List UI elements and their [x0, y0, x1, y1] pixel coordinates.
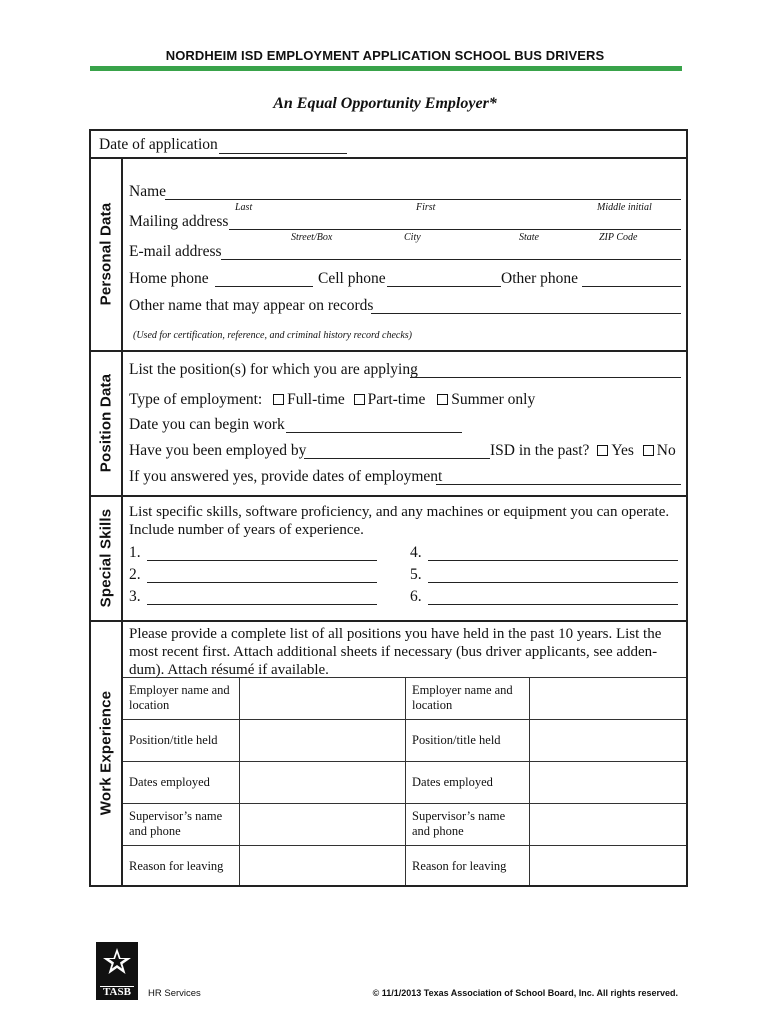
skill-number-2: 2. — [129, 566, 141, 583]
skill-field-6[interactable] — [428, 604, 678, 605]
tasb-logo — [96, 942, 138, 1000]
employment-dates-field[interactable] — [436, 484, 681, 485]
employment-type-label: Type of employment: — [129, 391, 263, 408]
divider — [91, 350, 686, 352]
yes-label: Yes — [611, 442, 634, 459]
yes-checkbox[interactable] — [597, 445, 608, 456]
divider — [91, 620, 686, 622]
name-hint-first: First — [416, 202, 436, 213]
home-phone-label: Home phone — [129, 270, 209, 287]
divider — [91, 157, 686, 159]
mailing-address-label: Mailing address — [129, 213, 229, 230]
section-label-special-skills: Special Skills — [97, 508, 115, 607]
email-field[interactable] — [221, 259, 681, 260]
skill-field-2[interactable] — [147, 582, 377, 583]
employed-by-field[interactable] — [304, 458, 490, 459]
mailing-hint-state: State — [519, 232, 539, 243]
supervisor-label-1: Supervisor’s name and phone — [129, 809, 223, 838]
skills-instructions-line1: List specific skills, software proficiency, and any machines or equipment you can operate. — [129, 504, 670, 520]
skill-number-4: 4. — [410, 544, 422, 561]
employer-name-label-1: Employer name and location — [129, 683, 230, 712]
application-form — [89, 129, 688, 887]
position-title-label-1: Position/title held — [129, 733, 218, 747]
label-column-divider — [121, 157, 123, 885]
table-column-divider — [405, 677, 406, 885]
work-instructions-line2: most recent first. Attach additional sheets if necessary (bus driver applicants, see adden- — [129, 644, 658, 660]
hr-services-label: HR Services — [148, 988, 201, 999]
employer-name-label-2: Employer name and location — [412, 683, 513, 712]
accent-bar — [90, 66, 682, 71]
employer-2-entry-area[interactable] — [530, 677, 686, 885]
date-of-application-field[interactable] — [219, 153, 347, 154]
dates-employed-label-2: Dates employed — [412, 775, 493, 789]
name-field[interactable] — [165, 199, 681, 200]
full-time-checkbox[interactable] — [273, 394, 284, 405]
email-label: E-mail address — [129, 243, 222, 260]
work-instructions-line3: dum). Attach résumé if available. — [129, 662, 329, 678]
part-time-label: Part-time — [367, 391, 426, 408]
positions-label: List the position(s) for which you are applying — [129, 361, 418, 378]
full-time-label: Full-time — [287, 391, 345, 408]
other-phone-label: Other phone — [501, 270, 579, 287]
page-title: NORDHEIM ISD EMPLOYMENT APPLICATION SCHOOL BUS DRIVERS — [165, 48, 605, 63]
skill-number-6: 6. — [410, 588, 422, 605]
skills-instructions — [129, 503, 669, 539]
section-label-work-experience: Work Experience — [97, 690, 115, 815]
skill-field-3[interactable] — [147, 604, 377, 605]
other-name-field[interactable] — [371, 313, 681, 314]
no-checkbox[interactable] — [643, 445, 654, 456]
section-label-position-data: Position Data — [97, 373, 115, 472]
divider — [91, 495, 686, 497]
section-label-personal-data: Personal Data — [97, 202, 115, 305]
mailing-hint-street: Street/Box — [291, 232, 333, 243]
skill-field-1[interactable] — [147, 560, 377, 561]
name-label: Name — [129, 183, 167, 200]
isd-past-row — [490, 442, 676, 460]
isd-past-label: ISD in the past? — [490, 442, 590, 459]
name-hint-last: Last — [235, 202, 253, 213]
other-phone-field[interactable] — [582, 286, 681, 287]
home-phone-field[interactable] — [215, 286, 313, 287]
skill-number-5: 5. — [410, 566, 422, 583]
name-hint-middle-initial: Middle initial — [597, 202, 652, 213]
begin-work-label: Date you can begin work — [129, 416, 285, 433]
positions-field[interactable] — [410, 377, 681, 378]
skill-number-1: 1. — [129, 544, 141, 561]
begin-work-field[interactable] — [286, 432, 462, 433]
reason-leaving-label-2: Reason for leaving — [412, 859, 507, 873]
summer-only-label: Summer only — [451, 391, 536, 408]
copyright-notice: © 11/1/2013 Texas Association of School Board, Inc. All rights reserved. — [372, 988, 678, 998]
skill-field-4[interactable] — [428, 560, 678, 561]
no-label: No — [656, 442, 676, 459]
cell-phone-label: Cell phone — [318, 270, 386, 287]
records-note: (Used for certification, reference, and criminal history record checks) — [133, 330, 412, 341]
work-instructions — [129, 625, 661, 679]
dates-employed-label-1: Dates employed — [129, 775, 210, 789]
position-title-label-2: Position/title held — [412, 733, 501, 747]
cell-phone-field[interactable] — [387, 286, 501, 287]
employer-1-entry-area[interactable] — [240, 677, 404, 885]
employment-type-row — [129, 391, 535, 409]
supervisor-label-2: Supervisor’s name and phone — [412, 809, 506, 838]
employment-dates-label: If you answered yes, provide dates of employment — [129, 468, 443, 485]
skills-instructions-line2: Include number of years of experience. — [129, 522, 364, 538]
date-of-application-label: Date of application — [99, 136, 218, 153]
mailing-hint-zip: ZIP Code — [599, 232, 638, 243]
skill-field-5[interactable] — [428, 582, 678, 583]
reason-leaving-label-1: Reason for leaving — [129, 859, 224, 873]
part-time-checkbox[interactable] — [354, 394, 365, 405]
other-name-label: Other name that may appear on records — [129, 297, 374, 314]
summer-only-checkbox[interactable] — [437, 394, 448, 405]
tasb-logo-text: TASB — [103, 986, 131, 998]
work-instructions-line1: Please provide a complete list of all positions you have held in the past 10 years. List the — [129, 626, 662, 642]
skill-number-3: 3. — [129, 588, 141, 605]
page-subtitle: An Equal Opportunity Employer* — [273, 95, 497, 112]
employed-by-label: Have you been employed by — [129, 442, 307, 459]
mailing-hint-city: City — [404, 232, 421, 243]
mailing-address-field[interactable] — [229, 229, 681, 230]
